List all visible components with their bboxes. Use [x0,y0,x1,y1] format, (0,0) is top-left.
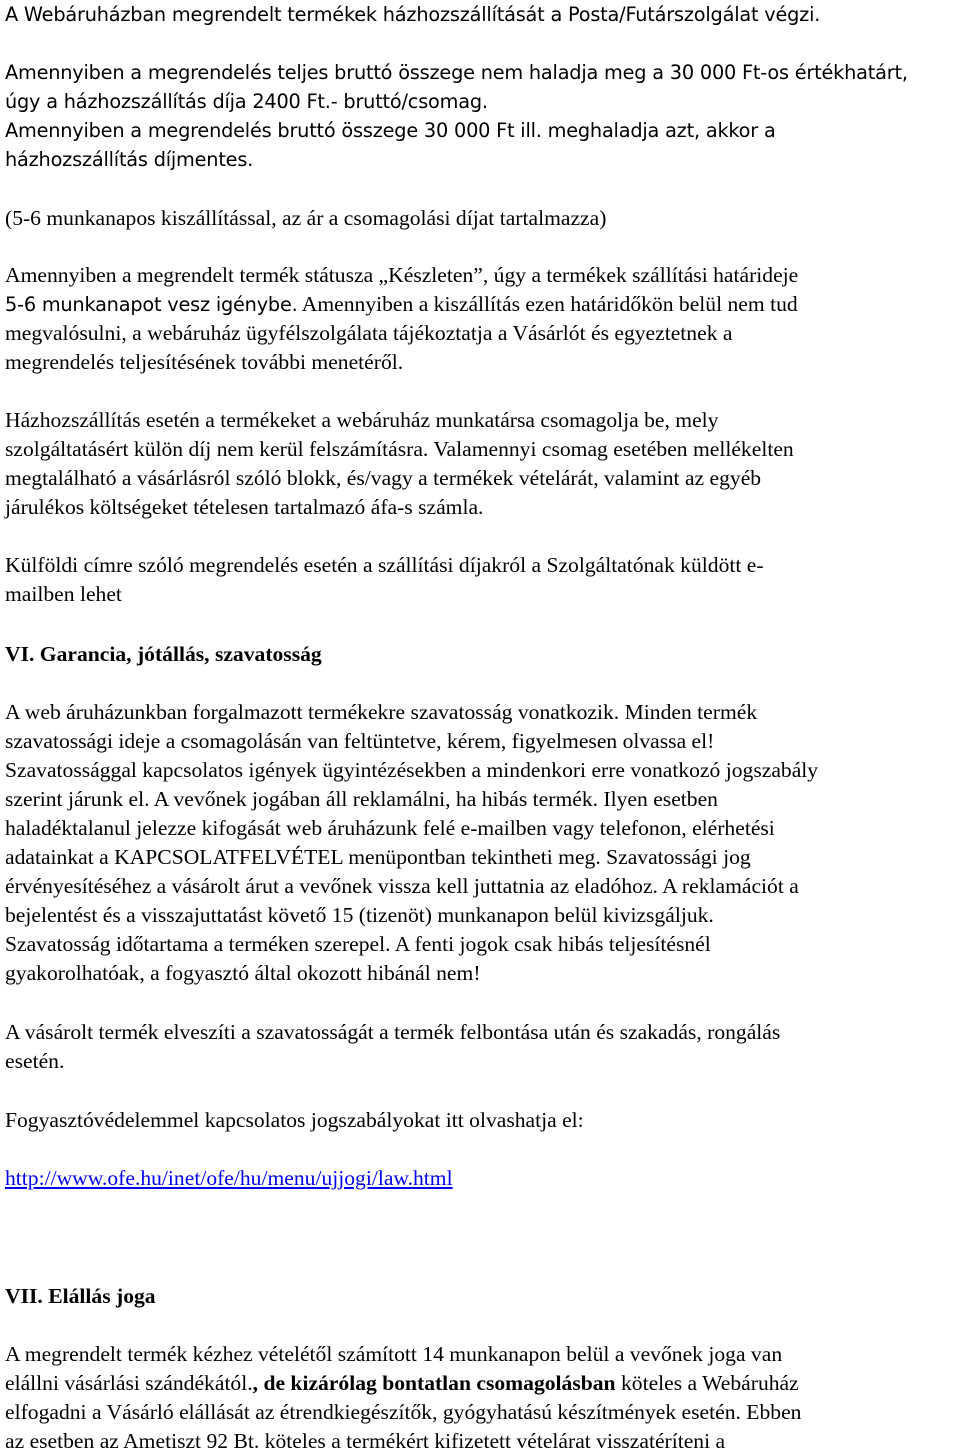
text-line: szavatossági ideje a csomagolásán van feltüntetve, kérem, figyelmesen olvassa el! [5,729,715,753]
section-title: Elállás joga [42,1284,156,1308]
text-line: (5-6 munkanapos kiszállítással, az ár a csomagolási díjat tartalmazza) [5,206,607,230]
text-line: gyakorolhatóak, a fogyasztó által okozott hibánál nem! [5,961,481,985]
delivery-note [5,204,606,233]
text-line: szerint járunk el. A vevőnek jogában áll reklamálni, ha hibás termék. Ilyen esetben [5,787,718,811]
text-line: mailben lehet [5,582,122,606]
shipping-fee-paragraph [5,58,908,174]
section-number: VI. [5,642,35,666]
text-line: úgy a házhozszállítás díja 2400 Ft.- bruttó/csomag. [5,90,488,113]
consumer-law-link[interactable]: http://www.ofe.hu/inet/ofe/hu/menu/ujjogi/law.html [5,1166,453,1190]
text-line [5,290,798,319]
text-line [5,1369,801,1398]
text-line: megrendelés teljesítésének további menetéről. [5,350,404,374]
shipping-intro [5,0,820,29]
warranty-loss-paragraph [5,1018,780,1076]
text-line: érvényesítéséhez a vásárolt árut a vevőnek vissza kell juttatnia az eladóhoz. A reklamációt a [5,874,799,898]
consumer-law-link-line [5,1164,453,1193]
withdrawal-paragraph [5,1340,801,1456]
packaging-paragraph [5,406,794,522]
text-line: elfogadni a Vásárló elállását az étrendkiegészítők, gyógyhatású készítmények esetén. Ebben [5,1400,802,1424]
text-line: Szavatossággal kapcsolatos igények ügyintézésekben a mindenkori erre vonatkozó jogszabály [5,758,819,782]
text-line: járulékos költségeket tételesen tartalmazó áfa-s számla. [5,495,484,519]
abroad-paragraph [5,551,764,609]
text-line: Külföldi címre szóló megrendelés esetén a szállítási díjakról a Szolgáltatónak küldött e- [5,553,764,577]
text-line: Házhozszállítás esetén a termékeket a webáruház munkatársa csomagolja be, mely [5,408,719,432]
stock-paragraph [5,261,798,377]
text-line: megtalálható a vásárlásról szóló blokk, és/vagy a termékek vételárát, valamint az egyéb [5,466,762,490]
text-line: bejelentést és a visszajuttatást követő 15 (tizenöt) munkanapon belül kivizsgáljuk. [5,903,714,927]
text-line: Fogyasztóvédelemmel kapcsolatos jogszabályokat itt olvashatja el: [5,1108,584,1132]
text-span: 5-6 munkanapot vesz igénybe. [5,293,298,316]
text-line: Amennyiben a megrendelés bruttó összege 30 000 Ft ill. meghaladja azt, akkor a [5,119,776,142]
text-line: szolgáltatásért külön díj nem kerül felszámításra. Valamennyi csomag esetében mellékelten [5,437,794,461]
text-line: esetén. [5,1049,65,1073]
text-line: Amennyiben a megrendelt termék státusza „Készleten”, úgy a termékek szállítási határideje [5,263,799,287]
bold-text-span: , de kizárólag bontatlan csomagolásban [252,1371,616,1395]
text-line: az esetben az Ametiszt 92 Bt. köteles a termékért kifizetett vételárat visszatéríteni a [5,1429,726,1453]
section-heading-vii [5,1282,156,1311]
text-span: elállni vásárlási szándékától. [5,1371,253,1395]
text-line: megvalósulni, a webáruház ügyfélszolgálata tájékoztatja a Vásárlót és egyeztetnek a [5,321,733,345]
text-line: Amennyiben a megrendelés teljes bruttó összege nem haladja meg a 30 000 Ft-os értékhatárt, [5,61,908,84]
text-line: adatainkat a KAPCSOLATFELVÉTEL menüpontban tekintheti meg. Szavatossági jog [5,845,751,869]
warranty-paragraph [5,698,818,988]
section-number: VII. [5,1284,43,1308]
consumer-protection-paragraph [5,1106,584,1135]
text-line: A Webáruházban megrendelt termékek házhozszállítását a Posta/Futárszolgálat végzi. [5,3,821,26]
section-title: Garancia, jótállás, szavatosság [34,642,322,666]
text-line: házhozszállítás díjmentes. [5,148,254,171]
text-line: A vásárolt termék elveszíti a szavatosságát a termék felbontása után és szakadás, rongálás [5,1020,781,1044]
text-line: A web áruházunkban forgalmazott termékekre szavatosság vonatkozik. Minden termék [5,700,758,724]
text-line: Szavatosság időtartama a terméken szerepel. A fenti jogok csak hibás teljesítésnél [5,932,711,956]
section-heading-vi [5,640,322,669]
text-line: haladéktalanul jelezze kifogását web áruházunk felé e-mailben vagy telefonon, elérhetési [5,816,775,840]
text-line: A megrendelt termék kézhez vételétől számított 14 munkanapon belül a vevőnek joga van [5,1342,783,1366]
text-span: Amennyiben a kiszállítás ezen határidőkön belül nem tud [297,292,798,316]
text-span: köteles a Webáruház [615,1371,799,1395]
